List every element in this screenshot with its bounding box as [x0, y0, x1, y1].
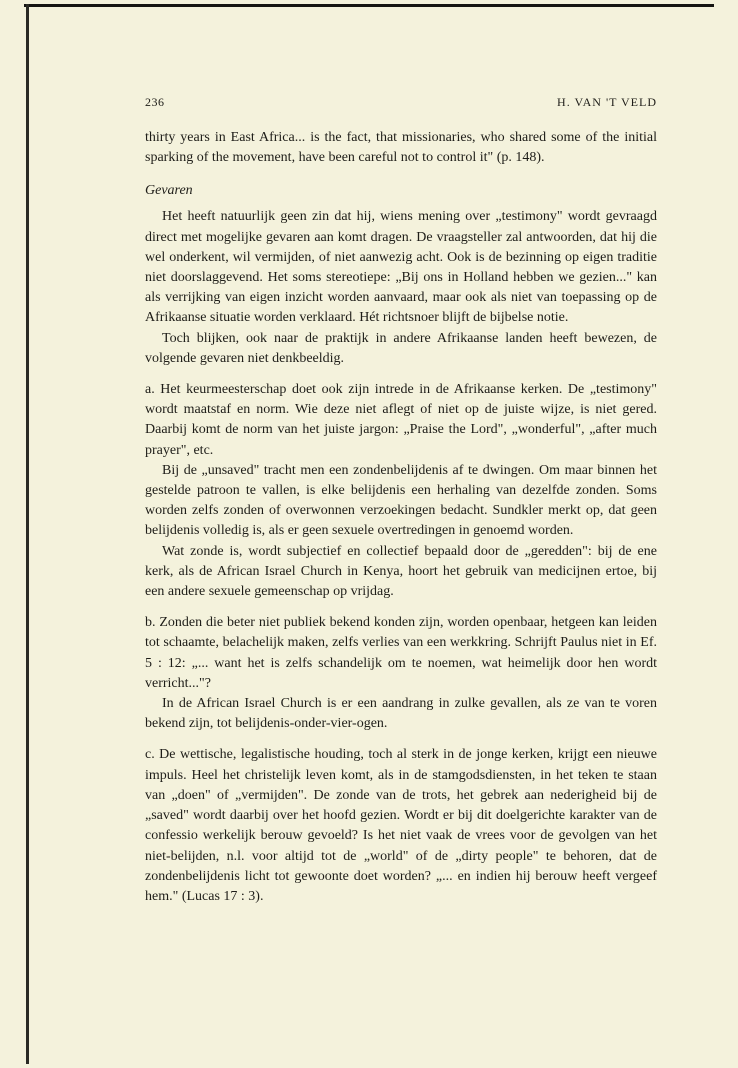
- point-a-lead: a. Het keurmeesterschap doet ook zijn intrede in de Afrikaanse kerken. De „testimony" wordt maatstaf en norm. Wie deze niet aflegt of niet op de juiste wijze, is niet gered. Daarbij komt de norm van het juiste jargon: „Praise the Lord", „wonderful", „after much prayer", etc.: [145, 382, 657, 458]
- page-number: 236: [145, 95, 165, 109]
- running-head: [145, 95, 657, 110]
- section-heading: Gevaren: [145, 183, 193, 199]
- point-a-paragraph: Wat zonde is, wordt subjectief en collectief bepaald door de „geredden": bij de ene kerk, als de African Israel Church in Kenya, hoort het gebruik van medicijnen ertoe, bij een andere sexuele gemeenschap op vrijdag.: [145, 543, 657, 600]
- point-c-lead: c. De wettische, legalistische houding, toch al sterk in de jonge kerken, krijgt een nieuwe impuls. Heel het christelijk leven komt, als in de stamgodsdiensten, in het teken te staan van „doen" of „vermijden". De zonde van de trots, het gebrek aan nederigheid bij de „saved" wordt daarbij over het hoofd gezien. Wordt er bij dit doelgerichte karakter van de confessio werkelijk berouw gevoeld? Is het niet vaak de vrees voor de gevolgen van het niet-belijden, n.l. voor altijd tot de „world" of de „dirty people" te behoren, dat de zondenbelijdenis licht tot gewoonte doet worden? „... en indien hij berouw heeft vergeef hem." (Lucas 17 : 3).: [145, 747, 657, 904]
- point-b-lead: b. Zonden die beter niet publiek bekend konden zijn, worden openbaar, hetgeen kan leiden tot schaamte, belachelijk maken, zelfs verlies van een werkkring. Schrijft Paulus niet in Ef. 5 : 12: „... want het is zelfs schandelijk om te noemen, wat heimelijk door hen wordt verricht..."?: [145, 615, 657, 691]
- running-head-author: H. VAN 'T VELD: [557, 95, 657, 109]
- point-a-paragraph: Bij de „unsaved" tracht men een zondenbelijdenis af te dwingen. Om maar binnen het gestelde patroon te vallen, is elke belijdenis een herhaling van dezelfde zonden. Soms worden zelfs zonden of overwonnen verzoekingen bedacht. Sundkler merkt op, dat geen belijdenis volledig is, als er geen sexuele overtredingen in genoemd worden.: [145, 462, 657, 539]
- scan-border-top: [24, 4, 714, 7]
- paragraph: Het heeft natuurlijk geen zin dat hij, wiens mening over „testimony" wordt gevraagd direct met mogelijke gevaren aan komt dragen. De vraagsteller zal antwoorden, dat hij die wel onderkent, wil vermijden, of niet aanwezig acht. Ook is de bezinning op eigen traditie niet doorslaggevend. Het soms stereotiepe: „Bij ons in Holland hebben we gezien..." kan als verrijking van eigen inzicht worden aanvaard, maar ook als niet van toepassing op de Afrikaanse situatie worden verklaard. Hét richtsnoer blijft de bijbelse notie.: [145, 209, 657, 326]
- scan-border-left: [26, 4, 29, 1064]
- book-page: [145, 95, 657, 907]
- point-b-paragraph: In de African Israel Church is er een aandrang in zulke gevallen, als ze van te voren bekend zijn, tot belijdenis-onder-vier-ogen.: [145, 696, 657, 732]
- paragraph: Toch blijken, ook naar de praktijk in andere Afrikaanse landen heeft bewezen, de volgende gevaren niet denkbeeldig.: [145, 330, 657, 366]
- opening-paragraph: thirty years in East Africa... is the fact, that missionaries, who shared some of the initial sparking of the movement, have been careful not to control it" (p. 148).: [145, 130, 657, 166]
